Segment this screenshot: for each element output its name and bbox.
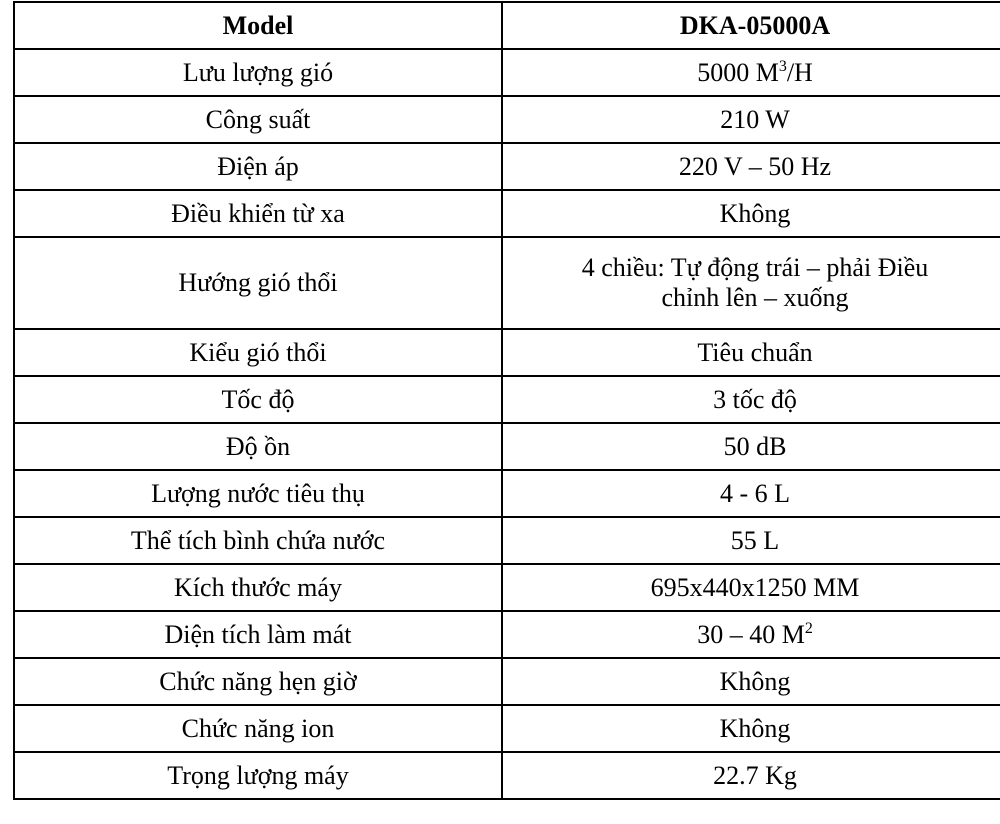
row-value: [502, 237, 1000, 329]
table-row: [14, 564, 1000, 611]
row-value: 695x440x1250 MM: [502, 564, 1000, 611]
table-row: [14, 190, 1000, 237]
row-label: Trọng lượng máy: [14, 752, 502, 799]
row-value: Tiêu chuẩn: [502, 329, 1000, 376]
header-value-cell: DKA-05000A: [502, 2, 1000, 49]
row-value: 210 W: [502, 96, 1000, 143]
table-row: [14, 611, 1000, 658]
table-header-row: [14, 2, 1000, 49]
row-value: Không: [502, 190, 1000, 237]
value-suffix: /H: [786, 57, 813, 87]
row-value: Không: [502, 705, 1000, 752]
row-label: Kích thước máy: [14, 564, 502, 611]
row-label: Diện tích làm mát: [14, 611, 502, 658]
row-value: 4 - 6 L: [502, 470, 1000, 517]
spec-table: [13, 1, 1000, 800]
row-value: 3 tốc độ: [502, 376, 1000, 423]
table-row: [14, 143, 1000, 190]
header-label-cell: Model: [14, 2, 502, 49]
row-label: Tốc độ: [14, 376, 502, 423]
row-label: Độ ồn: [14, 423, 502, 470]
row-label: Kiểu gió thổi: [14, 329, 502, 376]
row-value: 55 L: [502, 517, 1000, 564]
row-value: [502, 49, 1000, 96]
value-line-1: 4 chiều: Tự động trái – phải Điều: [581, 253, 929, 282]
row-label: Điều khiển từ xa: [14, 190, 502, 237]
row-label: Điện áp: [14, 143, 502, 190]
row-label: Thể tích bình chứa nước: [14, 517, 502, 564]
value-line-2: chỉnh lên – xuống: [661, 283, 849, 312]
table-row: [14, 705, 1000, 752]
row-label: Chức năng hẹn giờ: [14, 658, 502, 705]
row-value: [502, 611, 1000, 658]
row-label: Lưu lượng gió: [14, 49, 502, 96]
table-row: [14, 470, 1000, 517]
row-value: 220 V – 50 Hz: [502, 143, 1000, 190]
table-row: [14, 49, 1000, 96]
value-text: 5000 M: [697, 57, 779, 87]
table-row: [14, 376, 1000, 423]
row-label: Chức năng ion: [14, 705, 502, 752]
value-text: 30 – 40 M: [697, 619, 805, 649]
table-row: [14, 752, 1000, 799]
row-value: 22.7 Kg: [502, 752, 1000, 799]
table-row: [14, 237, 1000, 329]
table-row: [14, 658, 1000, 705]
row-label: Hướng gió thổi: [14, 237, 502, 329]
row-label: Lượng nước tiêu thụ: [14, 470, 502, 517]
table-row: [14, 423, 1000, 470]
table-row: [14, 329, 1000, 376]
row-value: 50 dB: [502, 423, 1000, 470]
table-row: [14, 517, 1000, 564]
row-value: Không: [502, 658, 1000, 705]
row-label: Công suất: [14, 96, 502, 143]
value-superscript: 3: [778, 57, 787, 75]
table-row: [14, 96, 1000, 143]
value-superscript: 2: [804, 619, 813, 637]
